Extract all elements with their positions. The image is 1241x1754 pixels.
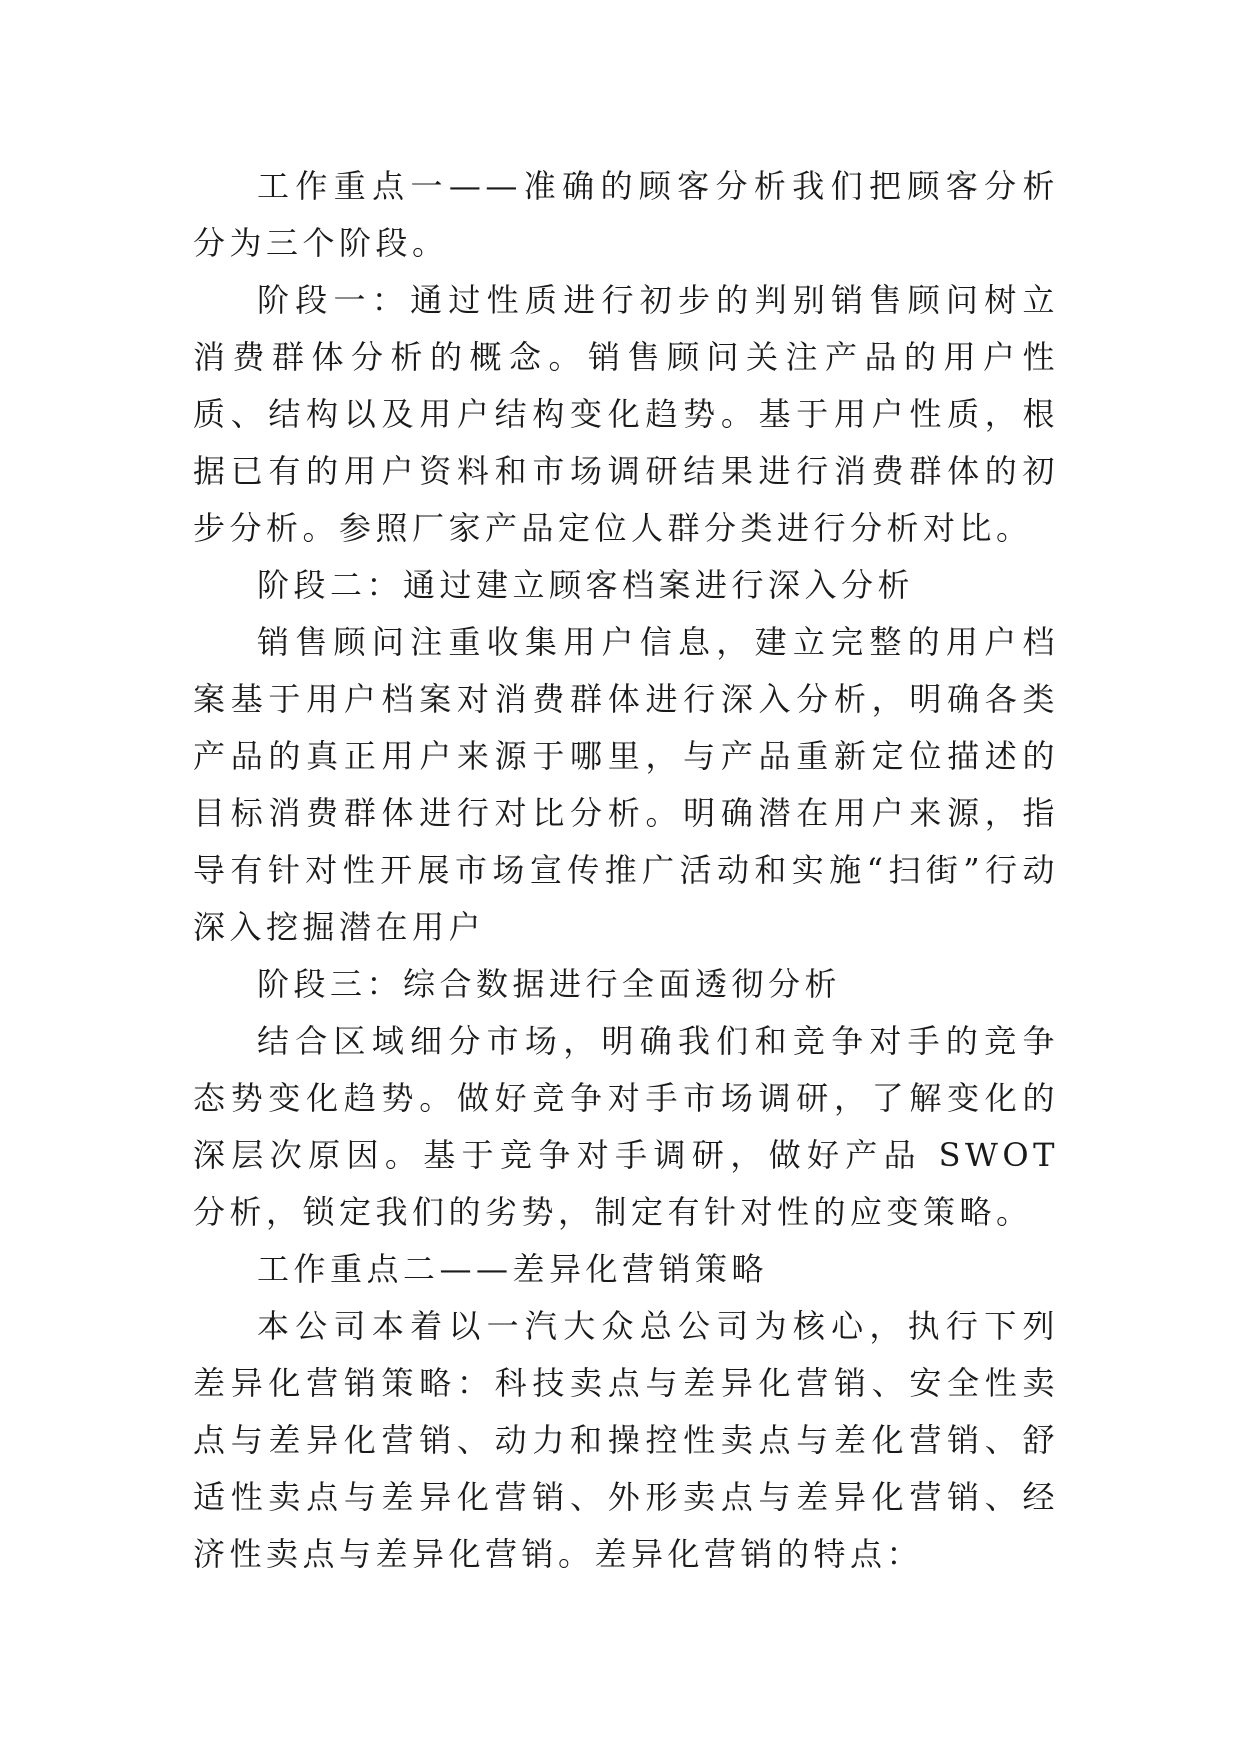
paragraph-stage-two-heading: 阶段二：通过建立顾客档案进行深入分析 bbox=[257, 566, 915, 604]
paragraph-stage-two-body: 销售顾问注重收集用户信息，建立完整的用户档案基于用户档案对消费群体进行深入分析，明确各类产品的真正用户来源于哪里，与产品重新定位描述的目标消费群体进行对比分析。明确潜在用户来源，指导有针对性开展市场宣传推广活动和实施“扫街”行动深入挖掘潜在用户 bbox=[193, 623, 1059, 946]
paragraph-focus-one-heading: 工作重点一——准确的顾客分析我们把顾客分析分为三个阶段。 bbox=[193, 167, 1059, 262]
paragraph-stage-three-body: 结合区域细分市场，明确我们和竞争对手的竞争态势变化趋势。做好竞争对手市场调研，了解变化的深层次原因。基于竞争对手调研，做好产品 SWOT 分析，锁定我们的劣势，制定有针对性的应变策略。 bbox=[193, 1022, 1059, 1231]
paragraph-focus-two-body: 本公司本着以一汽大众总公司为核心，执行下列差异化营销策略：科技卖点与差异化营销、安全性卖点与差异化营销、动力和操控性卖点与差化营销、舒适性卖点与差异化营销、外形卖点与差异化营销、经济性卖点与差异化营销。差异化营销的特点： bbox=[193, 1307, 1059, 1573]
paragraph-stage-three-heading: 阶段三：综合数据进行全面透彻分析 bbox=[257, 965, 842, 1003]
paragraph-focus-two-heading: 工作重点二——差异化营销策略 bbox=[257, 1250, 769, 1288]
document-body bbox=[193, 158, 1059, 1583]
paragraph-stage-one: 阶段一：通过性质进行初步的判别销售顾问树立消费群体分析的概念。销售顾问关注产品的用户性质、结构以及用户结构变化趋势。基于用户性质，根据已有的用户资料和市场调研结果进行消费群体的初步分析。参照厂家产品定位人群分类进行分析对比。 bbox=[193, 281, 1059, 547]
